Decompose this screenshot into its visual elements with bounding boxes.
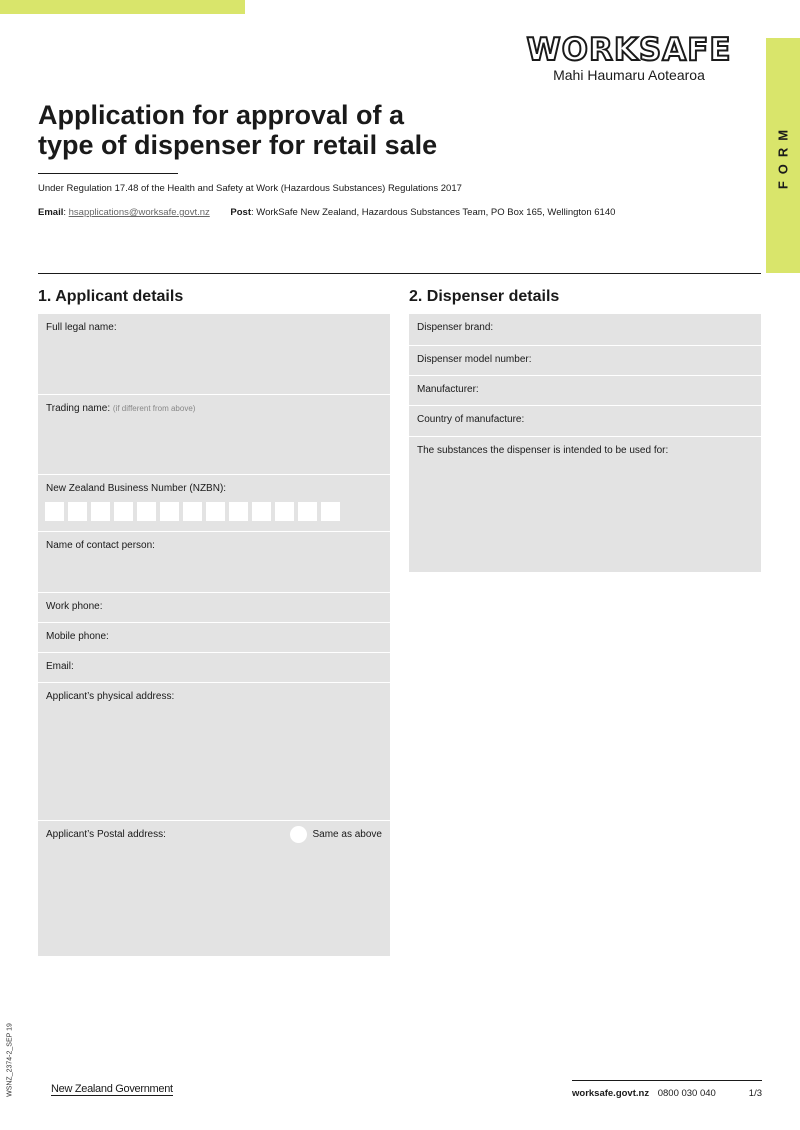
post-address: WorkSafe New Zealand, Hazardous Substances Team, PO Box 165, Wellington 6140 — [256, 207, 616, 218]
contact-person-field[interactable] — [38, 531, 390, 592]
nzbn-field — [38, 474, 390, 531]
applicant-section-heading: 1. Applicant details — [38, 288, 184, 305]
physical-address-label: Applicant’s physical address: — [46, 691, 175, 702]
manufacturer-field[interactable] — [409, 375, 761, 405]
same-as-above-label: Same as above — [312, 829, 382, 840]
nzbn-digit-box[interactable] — [45, 502, 64, 521]
header-divider — [38, 273, 761, 274]
footer-divider — [572, 1080, 762, 1081]
nzbn-digit-box[interactable] — [206, 502, 225, 521]
dispenser-brand-field[interactable] — [409, 314, 761, 345]
dispenser-section-heading: 2. Dispenser details — [409, 288, 560, 305]
contact-line: Email: hsapplications@worksafe.govt.nz Post: WorkSafe New Zealand, Hazardous Substances Team, PO Box 165, Wellington 6140 — [38, 207, 616, 218]
nzbn-digit-box[interactable] — [160, 502, 179, 521]
nzbn-digit-box[interactable] — [114, 502, 133, 521]
country-field[interactable] — [409, 405, 761, 436]
email-link[interactable]: hsapplications@worksafe.govt.nz — [68, 207, 210, 218]
page-number: 1/3 — [748, 1088, 762, 1099]
nzbn-digit-box[interactable] — [91, 502, 110, 521]
title-line-2: type of dispenser for retail sale — [38, 130, 438, 160]
dispenser-panel — [409, 314, 761, 572]
nzbn-digit-box[interactable] — [298, 502, 317, 521]
contact-person-label: Name of contact person: — [46, 540, 155, 551]
work-phone-label: Work phone: — [46, 601, 103, 612]
nz-government-text: New Zealand Government — [51, 1083, 173, 1095]
page-footer — [572, 1088, 762, 1099]
dispenser-model-field[interactable] — [409, 345, 761, 375]
full-legal-name-field[interactable] — [38, 314, 390, 394]
work-phone-field[interactable] — [38, 592, 390, 622]
mobile-phone-field[interactable] — [38, 622, 390, 652]
manufacturer-label: Manufacturer: — [417, 384, 479, 395]
form-side-tab — [766, 38, 800, 273]
nzbn-digit-box[interactable] — [321, 502, 340, 521]
mobile-phone-label: Mobile phone: — [46, 631, 109, 642]
top-accent-bar — [0, 0, 245, 14]
email-label: Email — [38, 207, 64, 218]
title-line-1: Application for approval of a — [38, 100, 405, 130]
nzbn-digit-boxes — [45, 502, 340, 521]
applicant-panel — [38, 314, 390, 956]
logo-wordmark: WORKSAFE — [526, 32, 732, 68]
footer-phone: 0800 030 040 — [657, 1088, 716, 1099]
title-divider — [38, 173, 178, 174]
trading-name-text: Trading name: — [46, 403, 111, 414]
side-tab-label: FORM — [775, 122, 791, 190]
applicant-email-field[interactable] — [38, 652, 390, 682]
full-legal-name-label: Full legal name: — [46, 322, 117, 333]
nzbn-digit-box[interactable] — [183, 502, 202, 521]
nzbn-digit-box[interactable] — [275, 502, 294, 521]
postal-address-label: Applicant’s Postal address: — [46, 829, 166, 840]
country-label: Country of manufacture: — [417, 414, 525, 425]
nzbn-digit-box[interactable] — [137, 502, 156, 521]
physical-address-field[interactable] — [38, 682, 390, 820]
trading-name-hint: (if different from above) — [112, 404, 196, 413]
nz-government-logo — [51, 1083, 173, 1095]
post-label: Post — [230, 207, 252, 218]
trading-name-field[interactable] — [38, 394, 390, 474]
dispenser-model-label: Dispenser model number: — [417, 354, 532, 365]
same-as-above-radio[interactable] — [290, 826, 307, 843]
same-as-above-option[interactable] — [290, 826, 383, 843]
page-title — [38, 100, 498, 160]
footer-website[interactable]: worksafe.govt.nz — [572, 1088, 650, 1099]
postal-address-field[interactable] — [38, 820, 390, 956]
nzbn-digit-box[interactable] — [229, 502, 248, 521]
substances-field[interactable] — [409, 436, 761, 572]
document-code: WSNZ_2374-2_SEP 19 — [6, 1023, 14, 1097]
applicant-email-label: Email: — [46, 661, 74, 672]
nzbn-digit-box[interactable] — [68, 502, 87, 521]
nzbn-label: New Zealand Business Number (NZBN): — [46, 483, 227, 494]
trading-name-label — [46, 403, 195, 414]
logo-tagline: Mahi Haumaru Aotearoa — [553, 67, 705, 83]
substances-label: The substances the dispenser is intended to be used for: — [417, 445, 669, 456]
dispenser-brand-label: Dispenser brand: — [417, 322, 494, 333]
worksafe-logo — [524, 34, 734, 83]
nzbn-digit-box[interactable] — [252, 502, 271, 521]
regulation-reference: Under Regulation 17.48 of the Health and Safety at Work (Hazardous Substances) Regulations 2017 — [38, 183, 462, 194]
